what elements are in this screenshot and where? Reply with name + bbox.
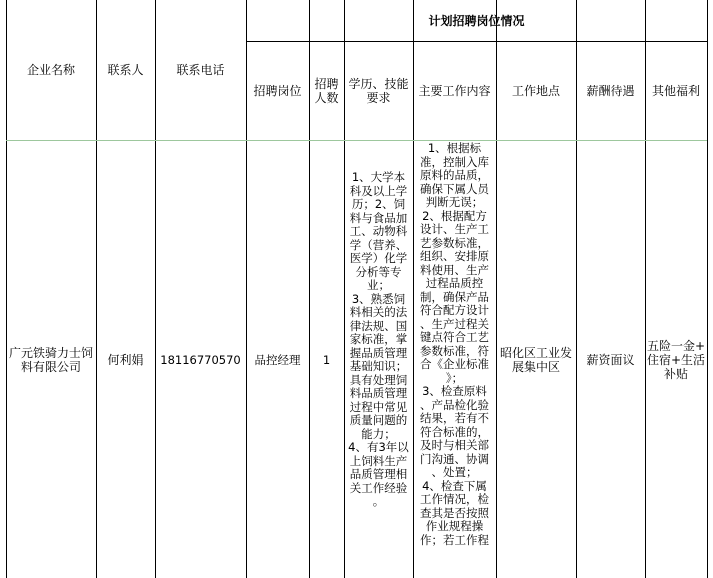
header-benefits: 其他福利: [651, 83, 700, 98]
headcount-cell: 1: [322, 352, 331, 367]
salary-cell: 薪资面议: [586, 352, 635, 367]
header-company-name: 企业名称: [26, 63, 75, 77]
duties-cell: 1、根据标 准，控制入库 原料的品质， 确保下属人员 判断无误； 2、根据配方 设计、生产工 艺参数标准， 组织、安排原 料使用、生产 过程品质控 制，确保产品 符合配方设计 、生产过程关 键点符合工艺 参数标准，符 合《企业标准 》； 3、检查原料 、产品检化验 结果，若有不 符合标准的， 及时与相关部 门沟通、协调 、处置； 4、检查下属 工作情况，检 查其是否按照 作业规程操 作；若工作程: [420, 142, 489, 547]
contact-person-cell: 何利娟: [107, 352, 144, 367]
column-border: [707, 0, 708, 578]
header-position: 招聘岗位: [253, 83, 302, 98]
header-contact-person: 联系人: [107, 63, 144, 77]
location-cell: 昭化区工业发 展集中区: [499, 345, 572, 374]
section-title: 计划招聘岗位情况: [428, 13, 525, 28]
header-headcount: 招聘 人数: [314, 76, 339, 105]
position-cell: 品控经理: [254, 352, 301, 367]
education-cell: 1、大学本 科及以上学 历；2、饲 料与食品加 工、动物科 学（营养、 医学）化学 分析等专 业； 3、熟悉饲 料相关的法 律法规、国 家标准，掌 握品质管理 基础知识； 具有处理饲 料品质管理 过程中常见 质量问题的 能力； 4、有3年以 上饲料生产 品质管理相 关工作经验 。: [348, 170, 409, 508]
benefits-cell: 五险一金+ 住宿+生活 补贴: [646, 338, 706, 381]
header-location: 工作地点: [511, 83, 560, 98]
header-contact-phone: 联系电话: [176, 63, 225, 77]
header-education: 学历、技能 要求: [348, 76, 409, 105]
contact-phone-cell: 18116770570: [160, 352, 241, 367]
header-salary: 薪酬待遇: [586, 83, 635, 98]
header-duties: 主要工作内容: [418, 83, 491, 98]
company-name-cell: 广元铁骑力士饲 料有限公司: [8, 345, 93, 374]
